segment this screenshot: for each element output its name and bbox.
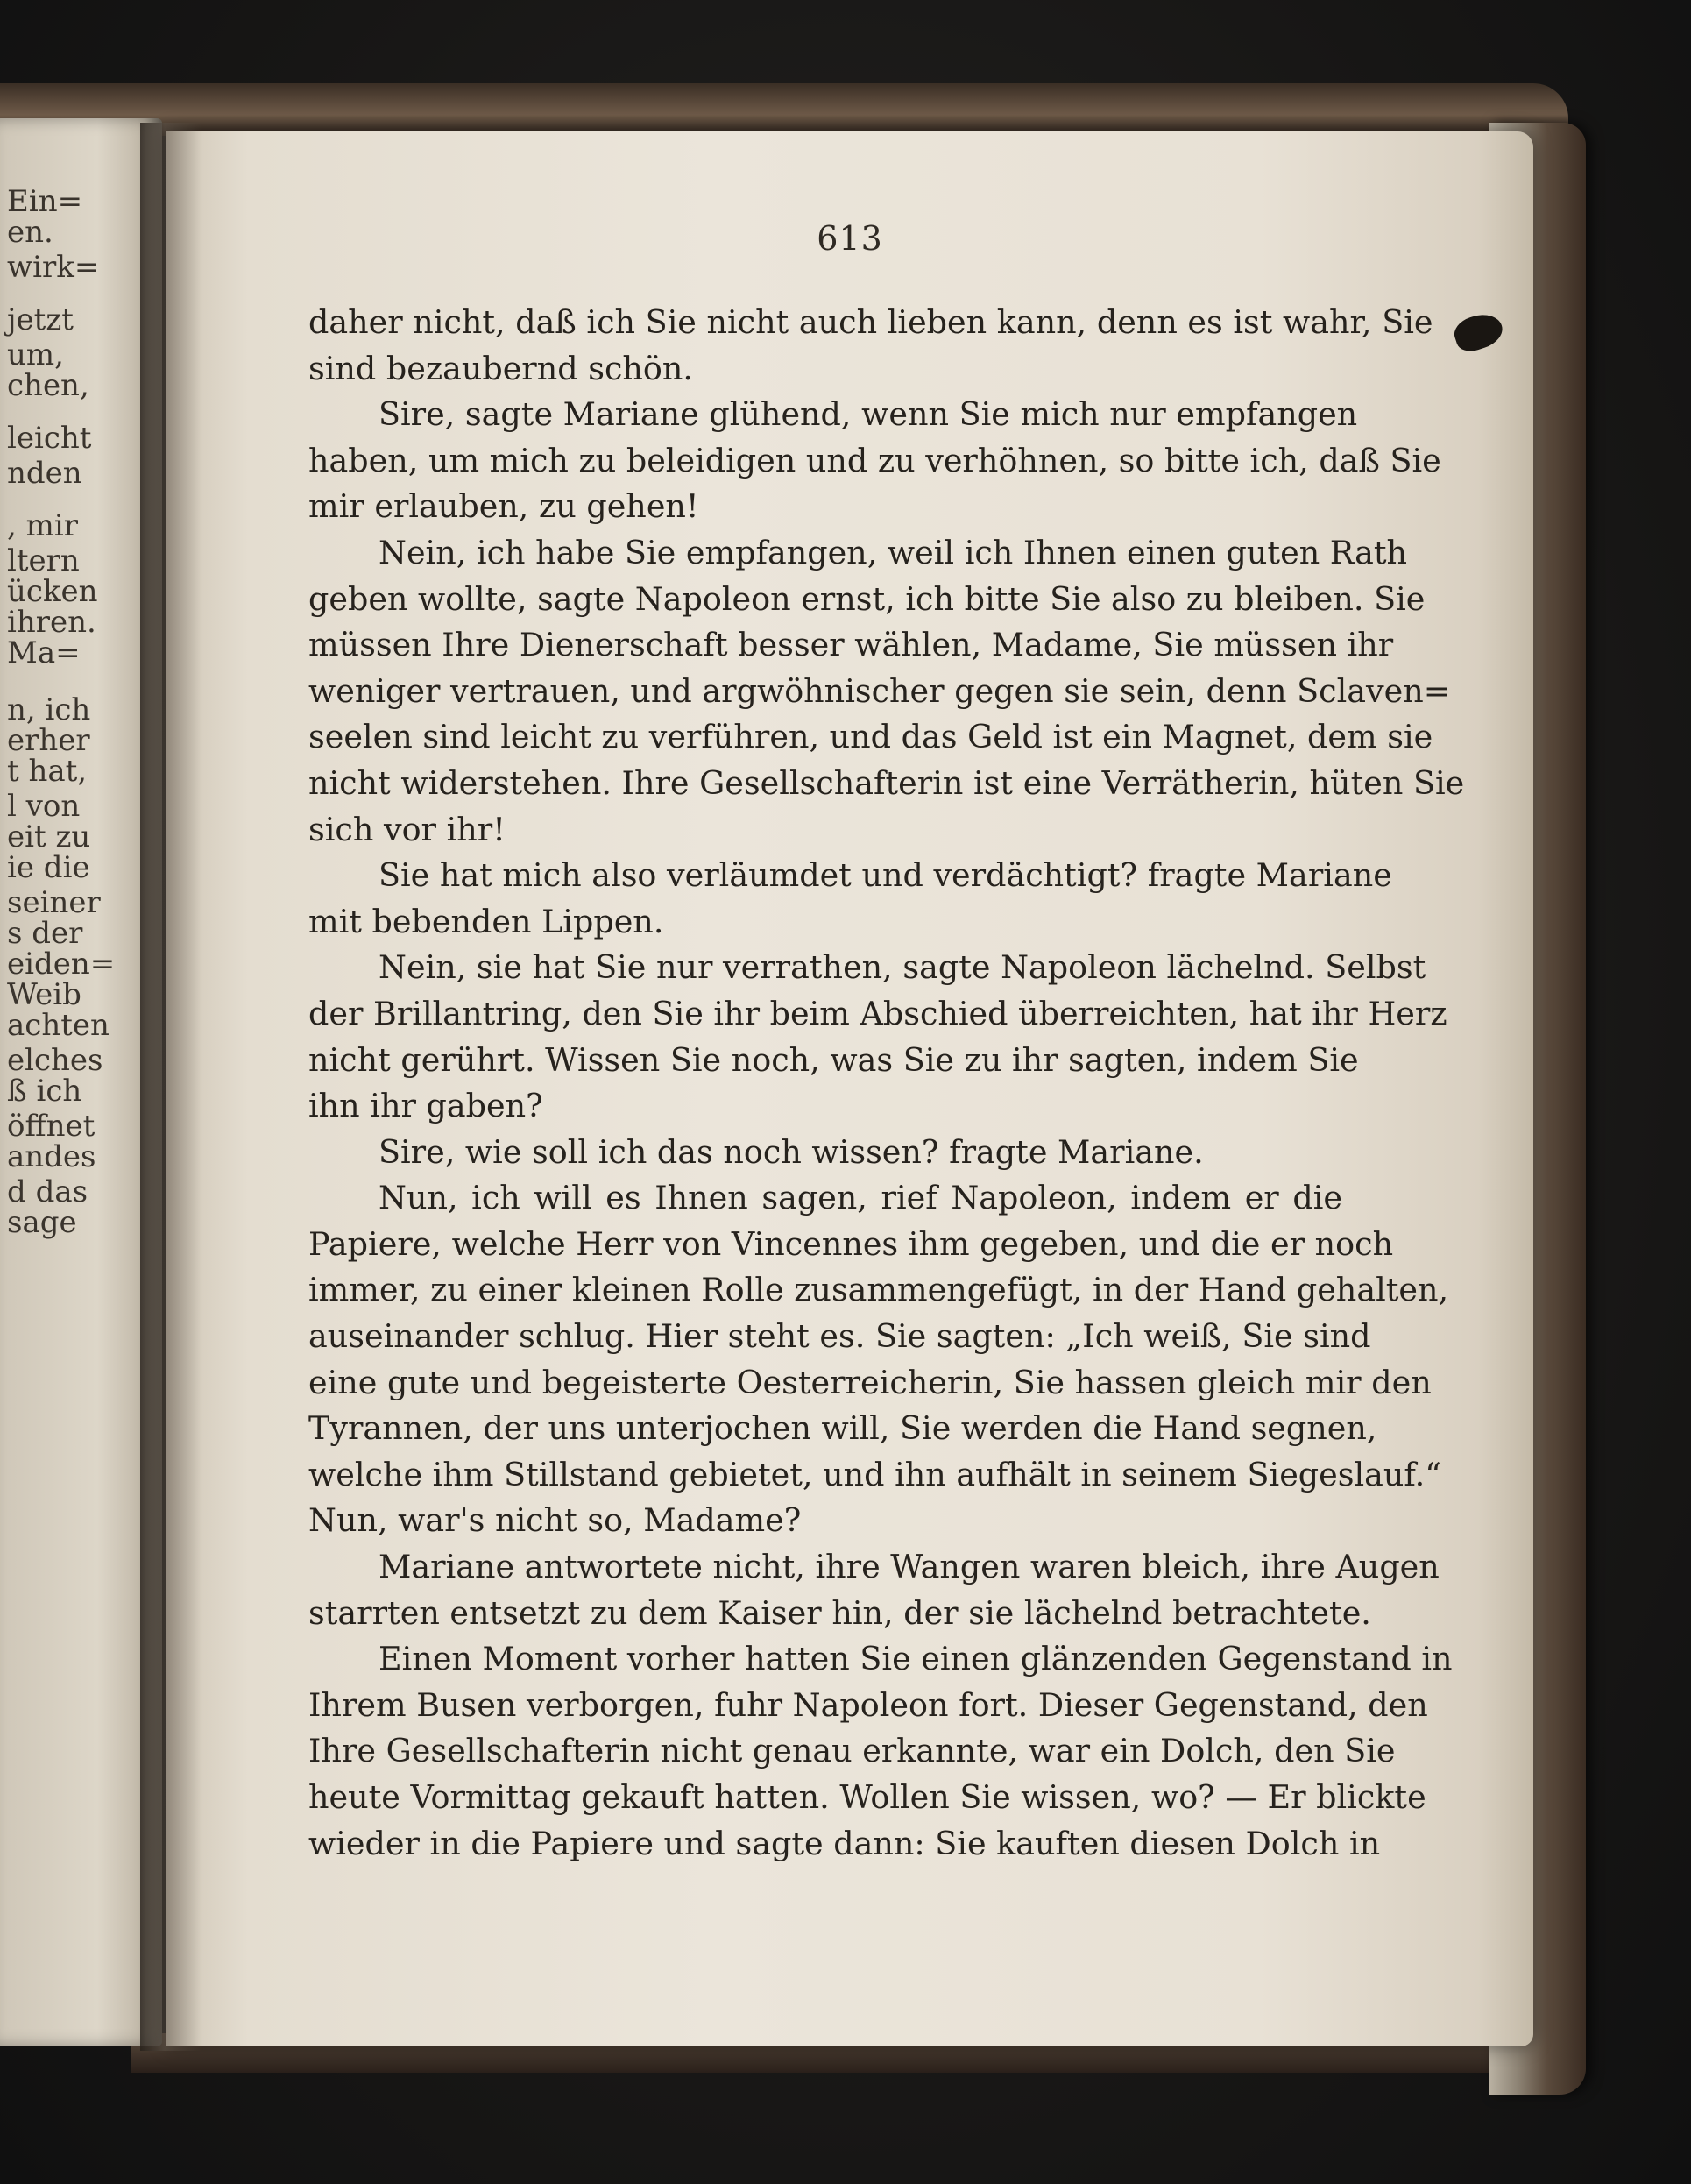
text-line: Nein, sie hat Sie nur verrathen, sagte Napoleon lächelnd. Selbst [379, 948, 1426, 987]
text-line: seelen sind leicht zu verführen, und das Geld ist ein Magnet, dem sie [308, 718, 1433, 756]
text-line: Sire, wie soll ich das noch wissen? fragte Mariane. [379, 1132, 1204, 1171]
text-line: wieder in die Papiere und sagte dann: Sie kauften diesen Dolch in [308, 1824, 1381, 1862]
text-line: geben wollte, sagte Napoleon ernst, ich bitte Sie also zu bleiben. Sie [308, 579, 1426, 618]
previous-page-text-fragment: chen, [7, 368, 89, 403]
text-line: mit bebenden Lippen. [308, 902, 664, 940]
text-line: Sire, sagte Mariane glühend, wenn Sie mich nur empfangen [379, 395, 1358, 434]
previous-page-text-fragment: ie die [7, 850, 90, 885]
text-line: der Brillantring, den Sie ihr beim Abschied überreichten, hat ihr Herz [308, 994, 1447, 1032]
previous-page-text-fragment: n, ich [7, 692, 91, 727]
previous-page-text-fragment: öffnet [7, 1109, 96, 1144]
previous-page-text-fragment: elches [7, 1043, 103, 1078]
previous-page-text-fragment: Ein= [7, 184, 83, 219]
previous-page-text-fragment: jetzt [7, 302, 74, 337]
text-line: Nein, ich habe Sie empfangen, weil ich Ihnen einen guten Rath [379, 533, 1408, 571]
previous-page-text-fragment: wirk= [7, 250, 100, 285]
book-page [166, 131, 1533, 2046]
text-line: weniger vertrauen, und argwöhnischer gegen sie sein, denn Sclaven= [308, 671, 1451, 710]
text-line: Nun, war's nicht so, Madame? [308, 1501, 802, 1540]
text-line: sind bezaubernd schön. [308, 349, 693, 387]
previous-page-text-fragment: andes [7, 1139, 96, 1174]
previous-page-text-fragment: t hat, [7, 754, 88, 789]
text-line: müssen Ihre Dienerschaft besser wählen, Madame, Sie müssen ihr [308, 626, 1394, 664]
text-line: Ihrem Busen verborgen, fuhr Napoleon fort. Dieser Gegenstand, den [308, 1685, 1428, 1724]
text-line: heute Vormittag gekauft hatten. Wollen Sie wissen, wo? — Er blickte [308, 1778, 1426, 1816]
text-line: Ihre Gesellschafterin nicht genau erkannte, war ein Dolch, den Sie [308, 1732, 1396, 1770]
text-line: starrten entsetzt zu dem Kaiser hin, der sie lächelnd betrachtete. [308, 1593, 1371, 1632]
text-line: Tyrannen, der uns unterjochen will, Sie werden die Hand segnen, [308, 1409, 1377, 1448]
previous-page-text-fragment: achten [7, 1008, 110, 1043]
previous-page-text-fragment: nden [7, 456, 82, 491]
page-number: 613 [817, 219, 883, 258]
text-line: Sie hat mich also verläumdet und verdächtigt? fragte Mariane [379, 856, 1392, 895]
text-line: daher nicht, daß ich Sie nicht auch lieben kann, denn es ist wahr, Sie [308, 303, 1433, 341]
book-cover-top [0, 83, 1568, 136]
previous-page-text-fragment: en. [7, 215, 53, 250]
text-line: sich vor ihr! [308, 810, 506, 848]
text-line: welche ihm Stillstand gebietet, und ihn aufhält in seinem Siegeslauf.“ [308, 1455, 1441, 1493]
previous-page-text-fragment: leicht [7, 421, 92, 456]
previous-page-text-fragment: Ma= [7, 635, 81, 670]
text-line: Einen Moment vorher hatten Sie einen glänzenden Gegenstand in [379, 1640, 1453, 1678]
page-text [308, 300, 1465, 1867]
text-line: nicht gerührt. Wissen Sie noch, was Sie zu ihr sagten, indem Sie [308, 1040, 1359, 1079]
text-line: Nun, ich will es Ihnen sagen, rief Napoleon, indem er die [379, 1179, 1342, 1217]
previous-page-text-fragment: eiden= [7, 947, 116, 982]
text-line: immer, zu einer kleinen Rolle zusammengefügt, in der Hand gehalten, [308, 1271, 1449, 1309]
previous-page-text-fragment: ltern [7, 543, 80, 578]
text-line: haben, um mich zu beleidigen und zu verhöhnen, so bitte ich, daß Sie [308, 441, 1441, 479]
previous-page-text-fragment: eit zu [7, 819, 91, 854]
text-line: ihn ihr gaben? [308, 1087, 543, 1125]
previous-page-text-fragment: ß ich [7, 1074, 82, 1109]
text-line: Papiere, welche Herr von Vincennes ihm gegeben, und die er noch [308, 1224, 1394, 1263]
previous-page-text-fragment: d das [7, 1174, 88, 1209]
previous-page-text-fragment: ihren. [7, 605, 96, 640]
text-line: auseinander schlug. Hier steht es. Sie sagten: „Ich weiß, Sie sind [308, 1317, 1371, 1356]
previous-page-fragment [0, 118, 162, 2046]
previous-page-text-fragment: s der [7, 916, 83, 951]
text-line: mir erlauben, zu gehen! [308, 487, 699, 526]
previous-page-text-fragment: ücken [7, 574, 98, 609]
previous-page-text-fragment: , mir [7, 508, 78, 543]
text-line: nicht widerstehen. Ihre Gesellschafterin ist eine Verrätherin, hüten Sie [308, 763, 1465, 802]
previous-page-text-fragment: l von [7, 789, 81, 824]
text-line: eine gute und begeisterte Oesterreicherin, Sie hassen gleich mir den [308, 1363, 1432, 1401]
previous-page-text-fragment: sage [7, 1205, 77, 1240]
text-line: Mariane antwortete nicht, ihre Wangen waren bleich, ihre Augen [379, 1548, 1440, 1586]
gutter-shadow [140, 123, 202, 2051]
previous-page-text-fragment: um, [7, 337, 64, 372]
previous-page-text-fragment: seiner [7, 885, 101, 920]
previous-page-text-fragment: Weib [7, 977, 81, 1012]
previous-page-text-fragment: erher [7, 723, 90, 758]
